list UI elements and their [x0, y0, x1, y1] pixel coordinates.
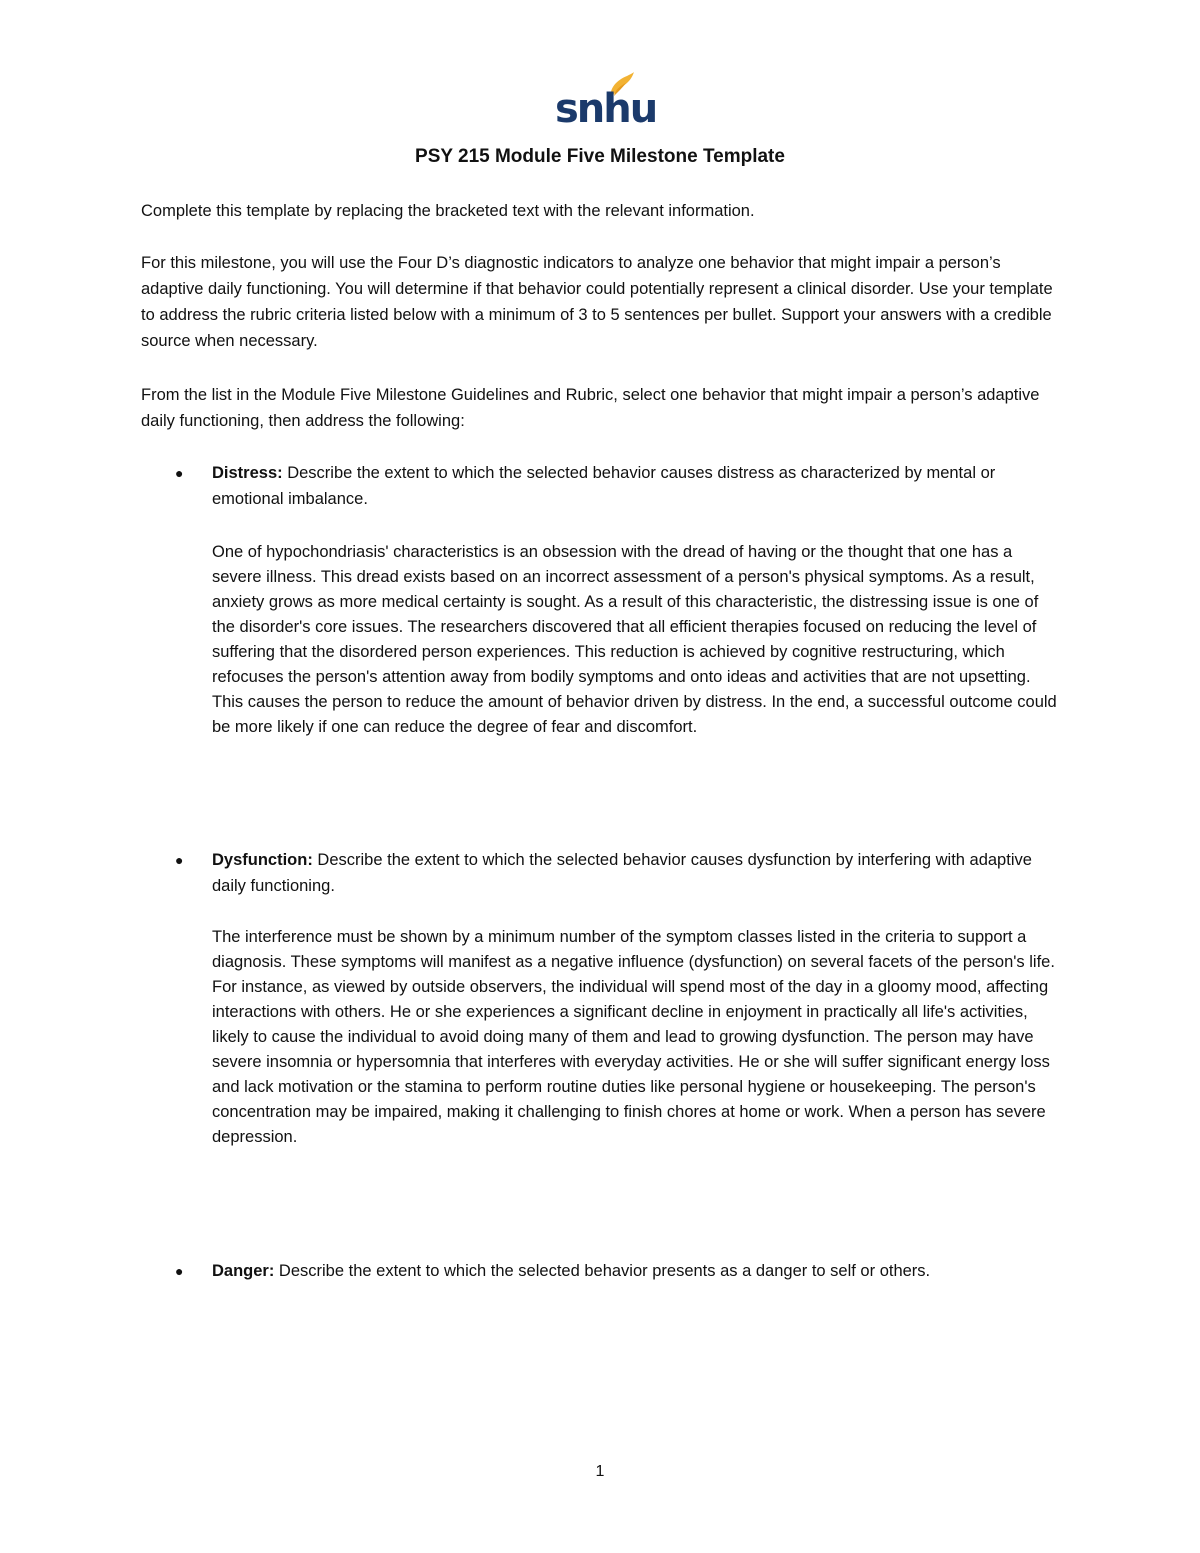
bullet-prompt-text: Describe the extent to which the selected behavior presents as a danger to self or others. — [274, 1262, 931, 1280]
bullet-prompt — [212, 460, 1062, 512]
milestone-paragraph: For this milestone, you will use the Four D’s diagnostic indicators to analyze one behavior that might impair a person’s adaptive daily functioning. You will determine if that behavior could potentially represent a clinical disorder. Use your template to address the rubric criteria listed below with a minimum of 3 to 5 sentences per bullet. Support your answers with a credible source when necessary. — [141, 254, 1053, 350]
dysfunction-answer: The interference must be shown by a minimum number of the symptom classes listed in the criteria to support a diagnosis. These symptoms will manifest as a negative influence (dysfunction) on several facets of the person's life. For instance, as viewed by outside observers, the individual will spend most of the day in a gloomy mood, affecting interactions with others. He or she experiences a significant decline in enjoyment in practically all life's activities, likely to cause the individual to avoid doing many of them and lead to growing dysfunction. The person may have severe insomnia or hypersomnia that interferes with everyday activities. He or she will suffer significant energy loss and lack motivation or the stamina to perform routine duties like personal hygiene or housekeeping. The person's concentration may be impaired, making it challenging to finish chores at home or work. When a person has severe depression. — [212, 928, 1055, 1146]
bullet-label: Danger: — [212, 1262, 275, 1280]
logo-wordmark: snhu — [555, 86, 657, 132]
instructions-paragraph: From the list in the Module Five Milestone Guidelines and Rubric, select one behavior that might impair a person’s adaptive daily functioning, then address the following: — [141, 386, 1040, 430]
bullet-dot: ● — [175, 852, 184, 868]
bullet-label: Distress: — [212, 464, 283, 482]
bullet-prompt-text: Describe the extent to which the selected behavior causes dysfunction by interfering with adaptive daily functioning. — [212, 851, 1032, 895]
document-title: PSY 215 Module Five Milestone Template — [415, 146, 785, 167]
page-number: 1 — [595, 1463, 605, 1480]
bullet-label: Dysfunction: — [212, 851, 313, 869]
distress-answer: One of hypochondriasis' characteristics is an obsession with the dread of having or the thought that one has a severe illness. This dread exists based on an incorrect assessment of a person's physical symptoms. As a result, anxiety grows as more medical certainty is sought. As a result of this characteristic, the distressing issue is one of the disorder's core issues. The researchers discovered that all efficient therapies focused on reducing the level of suffering that the disordered person experiences. This reduction is achieved by cognitive restructuring, which refocuses the person's attention away from bodily symptoms and onto ideas and activities that are not upsetting. This causes the person to reduce the amount of behavior driven by distress. In the end, a successful outcome could be more likely if one can reduce the degree of fear and discomfort. — [212, 543, 1057, 736]
snhu-logo — [555, 72, 657, 134]
bullet-prompt — [212, 1258, 1062, 1284]
bullet-dot: ● — [175, 465, 184, 481]
intro-paragraph: Complete this template by replacing the bracketed text with the relevant information. — [141, 202, 755, 220]
bullet-dot: ● — [175, 1263, 184, 1279]
bullet-prompt-text: Describe the extent to which the selected behavior causes distress as characterized by mental or emotional imbalance. — [212, 464, 996, 508]
bullet-prompt — [212, 847, 1062, 899]
